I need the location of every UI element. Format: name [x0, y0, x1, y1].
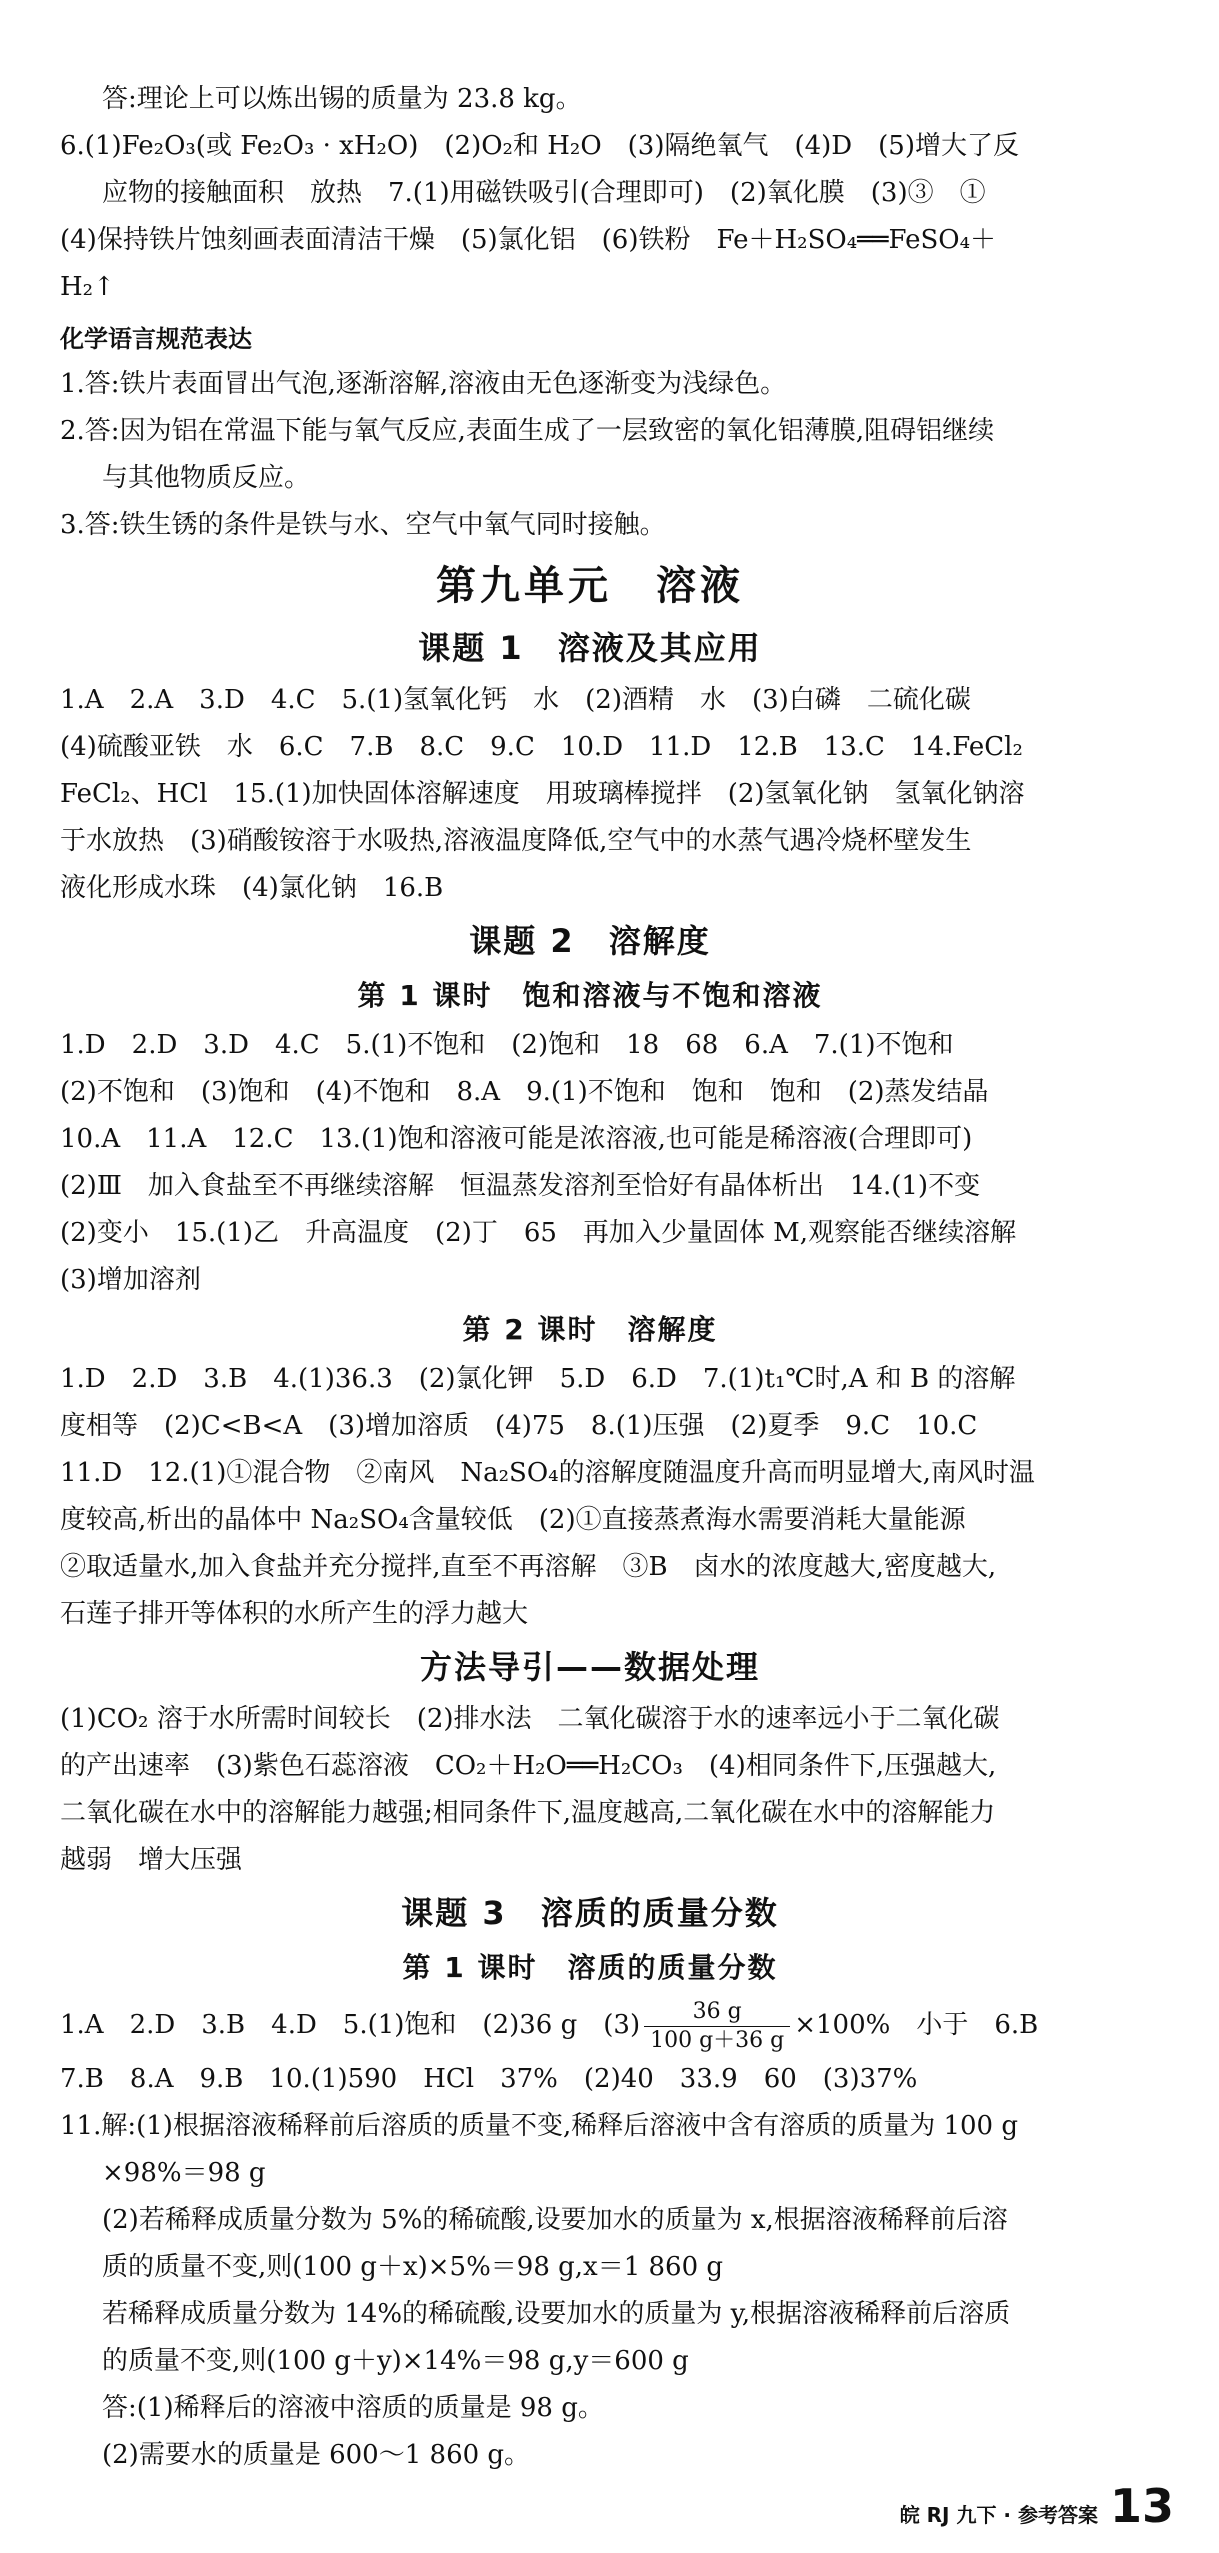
topic-title: 课题 3 溶质的质量分数 [401, 1894, 779, 1932]
fraction-numerator: 36 g [644, 1998, 790, 2027]
text-line: (4)保持铁片蚀刻画表面清洁干燥 (5)氯化铝 (6)铁粉 Fe＋H₂SO₄══FeSO₄＋ [60, 225, 997, 255]
text-line: 3.答:铁生锈的条件是铁与水、空气中氧气同时接触。 [60, 510, 666, 540]
text-line: 应物的接触面积 放热 7.(1)用磁铁吸引(合理即可) (2)氧化膜 (3)③ ① [102, 178, 986, 208]
text-line: (4)硫酸亚铁 水 6.C 7.B 8.C 9.C 10.D 11.D 12.B 13.C 14.FeCl₂ [60, 732, 1023, 762]
text-line: 液化形成水珠 (4)氯化钠 16.B [60, 873, 444, 903]
text-line: 度相等 (2)C<B<A (3)增加溶质 (4)75 8.(1)压强 (2)夏季 9.C 10.C [60, 1411, 978, 1441]
text-line: 11.解:(1)根据溶液稀释前后溶质的质量不变,稀释后溶液中含有溶质的质量为 100 g [60, 2111, 1019, 2141]
page-number: 13 [1109, 2479, 1174, 2533]
text-line: ×98%＝98 g [102, 2158, 266, 2188]
text-line: (2)需要水的质量是 600～1 860 g。 [102, 2440, 531, 2470]
text-line: (2)若稀释成质量分数为 5%的稀硫酸,设要加水的质量为 x,根据溶液稀释前后溶 [102, 2205, 1008, 2235]
topic-title: 课题 2 溶解度 [469, 922, 711, 960]
fraction-denominator: 100 g＋36 g [650, 2027, 785, 2053]
footer-tag: 皖 RJ 九下 · 参考答案 [899, 2503, 1098, 2527]
text-line: 度较高,析出的晶体中 Na₂SO₄含量较低 (2)①直接蒸煮海水需要消耗大量能源 [60, 1505, 966, 1535]
text-line: 的产出速率 (3)紫色石蕊溶液 CO₂＋H₂O══H₂CO₃ (4)相同条件下,压强越大, [60, 1751, 997, 1781]
text-line: FeCl₂、HCl 15.(1)加快固体溶解速度 用玻璃棒搅拌 (2)氢氧化钠 氢氧化钠溶 [60, 779, 1025, 809]
text-line: 1.D 2.D 3.B 4.(1)36.3 (2)氯化钾 5.D 6.D 7.(1)t₁℃时,A 和 B 的溶解 [60, 1364, 1016, 1394]
text-line: 质的质量不变,则(100 g＋x)×5%＝98 g,x＝1 860 g [102, 2252, 724, 2282]
text-line: (1)CO₂ 溶于水所需时间较长 (2)排水法 二氧化碳溶于水的速率远小于二氧化碳 [60, 1704, 1000, 1734]
text-line: 二氧化碳在水中的溶解能力越强;相同条件下,温度越高,二氧化碳在水中的溶解能力 [60, 1798, 996, 1828]
text-line: 答:(1)稀释后的溶液中溶质的质量是 98 g。 [102, 2393, 604, 2423]
text-line: 11.D 12.(1)①混合物 ②南风 Na₂SO₄的溶解度随温度升高而明显增大,南风时温 [60, 1458, 1035, 1488]
page-content [60, 76, 1120, 2479]
lesson-title: 第 1 课时 饱和溶液与不饱和溶液 [357, 979, 823, 1012]
text-line: 的质量不变,则(100 g＋y)×14%＝98 g,y＝600 g [102, 2346, 689, 2376]
section-heading-expression: 化学语言规范表达 [60, 325, 252, 353]
method-title: 方法导引——数据处理 [419, 1648, 760, 1686]
text-line: 1.A 2.A 3.D 4.C 5.(1)氢氧化钙 水 (2)酒精 水 (3)白磷 二硫化碳 [60, 685, 971, 715]
text-line: 1.D 2.D 3.D 4.C 5.(1)不饱和 (2)饱和 18 68 6.A 7.(1)不饱和 [60, 1030, 954, 1060]
text-line: (3)增加溶剂 [60, 1265, 201, 1295]
text-line-with-fraction [60, 1994, 1120, 2056]
text-line: 石莲子排开等体积的水所产生的浮力越大 [60, 1599, 529, 1629]
lesson-title: 第 2 课时 溶解度 [462, 1313, 718, 1346]
text-line: 2.答:因为铝在常温下能与氧气反应,表面生成了一层致密的氧化铝薄膜,阻碍铝继续 [60, 416, 995, 446]
text-line: 10.A 11.A 12.C 13.(1)饱和溶液可能是浓溶液,也可能是稀溶液(合理即可) [60, 1124, 973, 1154]
text-line: H₂↑ [60, 272, 115, 302]
text-line: 7.B 8.A 9.B 10.(1)590 HCl 37% (2)40 33.9 60 (3)37% [60, 2064, 918, 2094]
text-line: 与其他物质反应。 [102, 463, 311, 493]
text-line: 答:理论上可以炼出锡的质量为 23.8 kg。 [102, 84, 582, 114]
unit-title: 第九单元 溶液 [436, 563, 744, 609]
text-segment: 1.A 2.D 3.B 4.D 5.(1)饱和 (2)36 g (3) [60, 2010, 641, 2040]
fraction [644, 1998, 790, 2055]
text-line: 越弱 增大压强 [60, 1845, 243, 1875]
text-line: (2)不饱和 (3)饱和 (4)不饱和 8.A 9.(1)不饱和 饱和 饱和 (2)蒸发结晶 [60, 1077, 989, 1107]
page-footer [900, 2479, 1174, 2533]
text-segment: ×100% 小于 6.B [794, 2010, 1039, 2040]
text-line: ②取适量水,加入食盐并充分搅拌,直至不再溶解 ③B 卤水的浓度越大,密度越大, [60, 1552, 997, 1582]
text-line: 于水放热 (3)硝酸铵溶于水吸热,溶液温度降低,空气中的水蒸气遇冷烧杯壁发生 [60, 826, 972, 856]
topic-title: 课题 1 溶液及其应用 [418, 629, 762, 667]
text-line: (2)Ⅲ 加入食盐至不再继续溶解 恒温蒸发溶剂至恰好有晶体析出 14.(1)不变 [60, 1171, 981, 1201]
text-line: 若稀释成质量分数为 14%的稀硫酸,设要加水的质量为 y,根据溶液稀释前后溶质 [102, 2299, 1011, 2329]
text-line: 6.(1)Fe₂O₃(或 Fe₂O₃ · xH₂O) (2)O₂和 H₂O (3)隔绝氧气 (4)D (5)增大了反 [60, 131, 1019, 161]
lesson-title: 第 1 课时 溶质的质量分数 [402, 1951, 778, 1984]
text-line: (2)变小 15.(1)乙 升高温度 (2)丁 65 再加入少量固体 M,观察能否继续溶解 [60, 1218, 1017, 1248]
text-line: 1.答:铁片表面冒出气泡,逐渐溶解,溶液由无色逐渐变为浅绿色。 [60, 369, 787, 399]
